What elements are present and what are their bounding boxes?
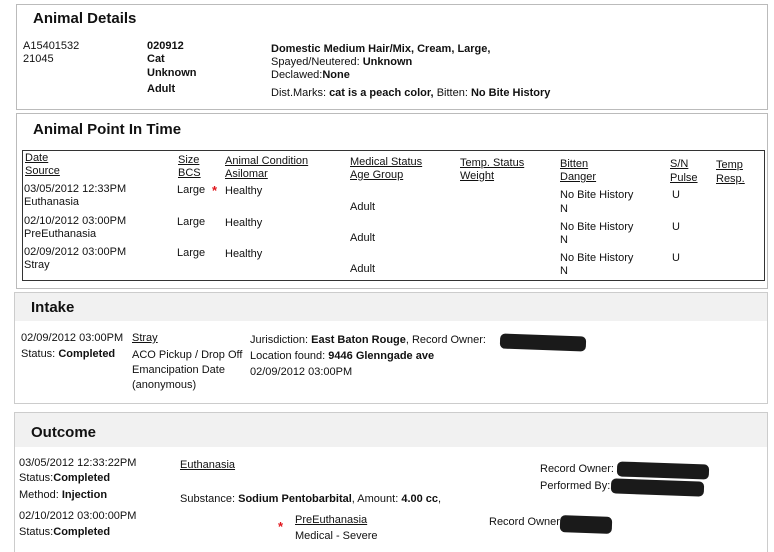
- header-weight: Weight: [460, 170, 495, 182]
- table-row-sn: U: [672, 189, 680, 201]
- alert-asterisk-icon: *: [278, 519, 284, 534]
- amount-label: , Amount:: [351, 493, 399, 505]
- header-date: Date: [25, 152, 49, 164]
- method-label: Method:: [19, 489, 59, 501]
- jurisdiction-line: [250, 334, 486, 346]
- table-row-source: PreEuthanasia: [24, 228, 97, 240]
- declawed-line: [271, 69, 350, 81]
- animal-age: Adult: [147, 83, 176, 95]
- declawed-label: Declawed:: [271, 69, 323, 81]
- outcome-status-line: [19, 526, 110, 538]
- header-size: Size: [178, 154, 200, 166]
- intake-datetime: 02/09/2012 03:00PM: [21, 332, 124, 344]
- intake-owner-label: , Record Owner:: [405, 334, 486, 346]
- marks-label: Dist.Marks:: [271, 87, 326, 99]
- spayed-label: Spayed/Neutered:: [271, 56, 360, 68]
- outcome-type-link[interactable]: PreEuthanasia: [295, 514, 368, 526]
- intake-status-value: Completed: [58, 348, 116, 360]
- point-in-time-title: Animal Point In Time: [33, 121, 182, 138]
- outcome-status-line: [19, 472, 110, 484]
- redacted-owner: [560, 515, 613, 534]
- location-line: [250, 350, 434, 362]
- emancipation-sub: (anonymous): [132, 379, 197, 391]
- substance-line: [180, 493, 441, 505]
- table-row-danger: N: [560, 234, 568, 246]
- animal-secondary-id: 21045: [23, 53, 54, 65]
- table-row-condition: Healthy: [225, 185, 263, 197]
- intake-status-label: Status:: [21, 348, 56, 360]
- outcome-status-value: Completed: [53, 472, 111, 484]
- jurisdiction-value: East Baton Rouge: [311, 334, 406, 346]
- spayed-value: Unknown: [362, 56, 413, 68]
- jurisdiction-label: Jurisdiction:: [250, 334, 309, 346]
- table-row-bitten: No Bite History: [560, 221, 634, 233]
- intake-title: Intake: [31, 299, 75, 316]
- intake-type-link[interactable]: Stray: [132, 332, 158, 344]
- animal-species: Cat: [147, 53, 165, 65]
- redacted-performer: [611, 478, 704, 496]
- marks-value: cat is a peach color,: [329, 87, 434, 99]
- bitten-value: No Bite History: [470, 87, 551, 99]
- table-row-source: Euthanasia: [24, 196, 80, 208]
- outcome-status-value: Completed: [53, 526, 111, 538]
- bitten-label: Bitten:: [436, 87, 468, 99]
- table-row-date: 02/09/2012 03:00PM: [24, 246, 127, 258]
- substance-value: Sodium Pentobarbital: [238, 493, 352, 505]
- declawed-value: None: [322, 69, 350, 81]
- spayed-line: [271, 56, 412, 68]
- header-condition: Animal Condition: [225, 155, 309, 167]
- outcome-datetime: 02/10/2012 03:00:00PM: [19, 510, 137, 522]
- header-asilomar: Asilomar: [225, 168, 268, 180]
- method-line: [19, 489, 107, 501]
- table-row-size: Large: [177, 247, 206, 259]
- header-resp: Resp.: [716, 173, 745, 185]
- header-temp-status: Temp. Status: [460, 157, 525, 169]
- location-value: 9446 Glenngade ave: [328, 350, 435, 362]
- header-age-group: Age Group: [350, 169, 404, 181]
- table-row-size: Large: [177, 216, 206, 228]
- table-row-condition: Healthy: [225, 217, 263, 229]
- location-label: Location found:: [250, 350, 326, 362]
- animal-name: Unknown: [147, 67, 197, 79]
- animal-details-title: Animal Details: [33, 10, 137, 27]
- emancipation-date: 02/09/2012 03:00PM: [250, 366, 353, 378]
- table-row-bitten: No Bite History: [560, 252, 634, 264]
- outcome-owner-label: Record Owner:: [540, 463, 614, 475]
- table-row-sn: U: [672, 252, 680, 264]
- table-row-age-group: Adult: [350, 232, 376, 244]
- redacted-owner: [617, 461, 709, 479]
- redacted-owner: [500, 334, 586, 352]
- marks-line: [271, 87, 550, 99]
- outcome-subtype: Medical - Severe: [295, 530, 378, 542]
- amount-value: 4.00 cc: [401, 493, 439, 505]
- table-row-size: Large: [177, 184, 206, 196]
- animal-description: Domestic Medium Hair/Mix, Cream, Large,: [271, 43, 491, 55]
- header-sn: S/N: [670, 158, 689, 170]
- header-medical-status: Medical Status: [350, 156, 423, 168]
- outcome-title: Outcome: [31, 424, 97, 441]
- outcome-status-label: Status:: [19, 472, 54, 484]
- outcome-status-label: Status:: [19, 526, 54, 538]
- header-pulse: Pulse: [670, 172, 698, 184]
- intake-subtype: ACO Pickup / Drop Off: [132, 349, 243, 361]
- table-row-age-group: Adult: [350, 201, 376, 213]
- table-row-age-group: Adult: [350, 263, 376, 275]
- intake-title-band: [15, 293, 767, 321]
- substance-label: Substance:: [180, 493, 236, 505]
- alert-asterisk-icon: *: [212, 183, 218, 198]
- amount-suffix: ,: [438, 493, 442, 505]
- table-row-danger: N: [560, 203, 568, 215]
- table-row-condition: Healthy: [225, 248, 263, 260]
- table-row-danger: N: [560, 265, 568, 277]
- outcome-type-link[interactable]: Euthanasia: [180, 459, 236, 471]
- outcome-title-band: [15, 413, 767, 447]
- intake-status-line: [21, 348, 115, 360]
- table-row-source: Stray: [24, 259, 50, 271]
- header-source: Source: [25, 165, 60, 177]
- animal-code: 020912: [147, 40, 184, 52]
- table-row-date: 02/10/2012 03:00PM: [24, 215, 127, 227]
- table-row-sn: U: [672, 221, 680, 233]
- table-row-date: 03/05/2012 12:33PM: [24, 183, 127, 195]
- header-bitten: Bitten: [560, 158, 589, 170]
- method-value: Injection: [61, 489, 108, 501]
- performed-by-label: Performed By:: [540, 480, 611, 492]
- animal-id: A15401532: [23, 40, 80, 52]
- outcome-owner-label: Record Owner: [489, 516, 560, 528]
- header-danger: Danger: [560, 171, 597, 183]
- header-temp: Temp: [716, 159, 743, 171]
- emancipation-label: Emancipation Date: [132, 364, 225, 376]
- header-bcs: BCS: [178, 167, 201, 179]
- table-row-bitten: No Bite History: [560, 189, 634, 201]
- outcome-datetime: 03/05/2012 12:33:22PM: [19, 457, 137, 469]
